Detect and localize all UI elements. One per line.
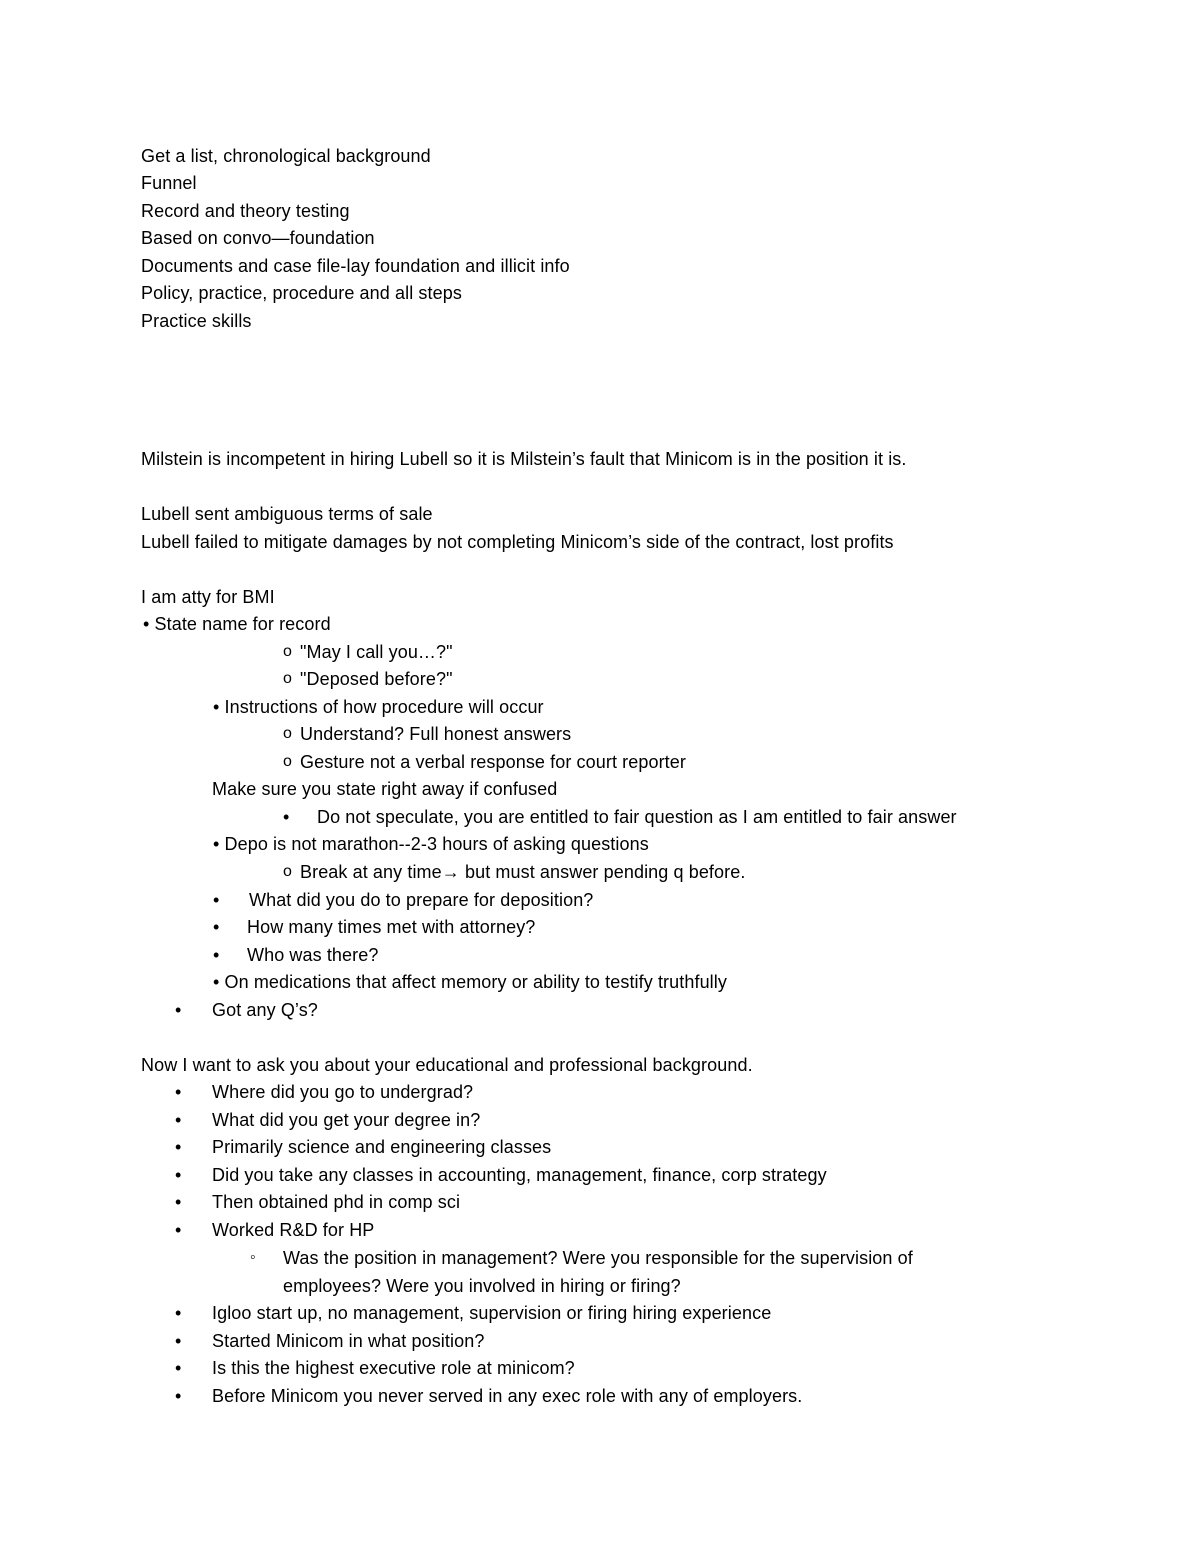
outline-item: Make sure you state right away if confused <box>212 779 558 799</box>
list-item: Then obtained phd in comp sci <box>212 1192 461 1212</box>
list-item: What did you get your degree in? <box>212 1110 481 1130</box>
bullet-icon: • <box>175 1192 182 1212</box>
intro-line: I am atty for BMI <box>141 587 275 607</box>
bullet-icon: • <box>175 1082 182 1102</box>
outline-item: • Instructions of how procedure will occur <box>213 697 544 717</box>
hollow-bullet-icon: o <box>283 863 292 880</box>
list-item: Worked R&D for HP <box>212 1220 375 1240</box>
break-text: Break at any time <box>300 862 442 882</box>
list-item: Did you take any classes in accounting, management, finance, corp strategy <box>212 1165 827 1185</box>
bullet-icon: • <box>175 1358 182 1378</box>
outline-item: • State name for record <box>143 614 331 634</box>
outline-subitem: Gesture not a verbal response for court reporter <box>300 752 686 772</box>
hollow-bullet-icon: o <box>283 643 292 660</box>
small-circle-icon: ◦ <box>250 1249 256 1266</box>
outline-subitem: "Deposed before?" <box>300 669 453 689</box>
outline-subitem <box>300 861 745 883</box>
outline-item: How many times met with attorney? <box>247 917 536 937</box>
note-line: Funnel <box>141 173 197 193</box>
bullet-icon: • <box>175 1137 182 1157</box>
outline-item: What did you do to prepare for deposition? <box>249 890 594 910</box>
bullet-icon: • <box>213 945 220 965</box>
bullet-icon: • <box>175 1000 182 1020</box>
note-line: Record and theory testing <box>141 201 350 221</box>
outline-item: • Depo is not marathon--2-3 hours of asking questions <box>213 834 649 854</box>
list-subitem: Was the position in management? Were you responsible for the supervision of <box>283 1248 913 1268</box>
bullet-icon: • <box>175 1165 182 1185</box>
note-line: Get a list, chronological background <box>141 146 431 166</box>
bullet-icon: • <box>175 1110 182 1130</box>
argument-line: Lubell failed to mitigate damages by not completing Minicom’s side of the contract, lost profits <box>141 532 894 552</box>
list-item: Where did you go to undergrad? <box>212 1082 474 1102</box>
argument-line: Milstein is incompetent in hiring Lubell so it is Milstein’s fault that Minicom is in the position it is. <box>141 449 907 469</box>
bullet-icon: • <box>213 890 220 910</box>
list-item: Started Minicom in what position? <box>212 1331 485 1351</box>
section-intro: Now I want to ask you about your educational and professional background. <box>141 1055 753 1075</box>
hollow-bullet-icon: o <box>283 670 292 687</box>
list-item: Is this the highest executive role at minicom? <box>212 1358 575 1378</box>
break-text-cont: but must answer pending q before. <box>459 862 746 882</box>
outline-item: • On medications that affect memory or ability to testify truthfully <box>213 972 727 992</box>
bullet-icon: • <box>175 1303 182 1323</box>
arrow-right-icon: → <box>441 862 460 882</box>
note-line: Practice skills <box>141 311 252 331</box>
outline-item: Got any Q’s? <box>212 1000 318 1020</box>
hollow-bullet-icon: o <box>283 725 292 742</box>
outline-subitem: Do not speculate, you are entitled to fair question as I am entitled to fair answer <box>317 807 957 827</box>
list-item: Igloo start up, no management, supervision or firing hiring experience <box>212 1303 772 1323</box>
bullet-icon: • <box>175 1331 182 1351</box>
bullet-icon: • <box>175 1220 182 1240</box>
bullet-icon: • <box>283 807 290 827</box>
note-line: Policy, practice, procedure and all steps <box>141 283 462 303</box>
outline-subitem: "May I call you…?" <box>300 642 453 662</box>
bullet-icon: • <box>213 917 220 937</box>
outline-subitem: Understand? Full honest answers <box>300 724 572 744</box>
list-subitem: employees? Were you involved in hiring or firing? <box>283 1276 681 1296</box>
note-line: Based on convo—foundation <box>141 228 375 248</box>
list-item: Primarily science and engineering classes <box>212 1137 552 1157</box>
argument-line: Lubell sent ambiguous terms of sale <box>141 504 433 524</box>
list-item: Before Minicom you never served in any exec role with any of employers. <box>212 1386 803 1406</box>
outline-item: Who was there? <box>247 945 379 965</box>
hollow-bullet-icon: o <box>283 753 292 770</box>
bullet-icon: • <box>175 1386 182 1406</box>
note-line: Documents and case file-lay foundation and illicit info <box>141 256 570 276</box>
